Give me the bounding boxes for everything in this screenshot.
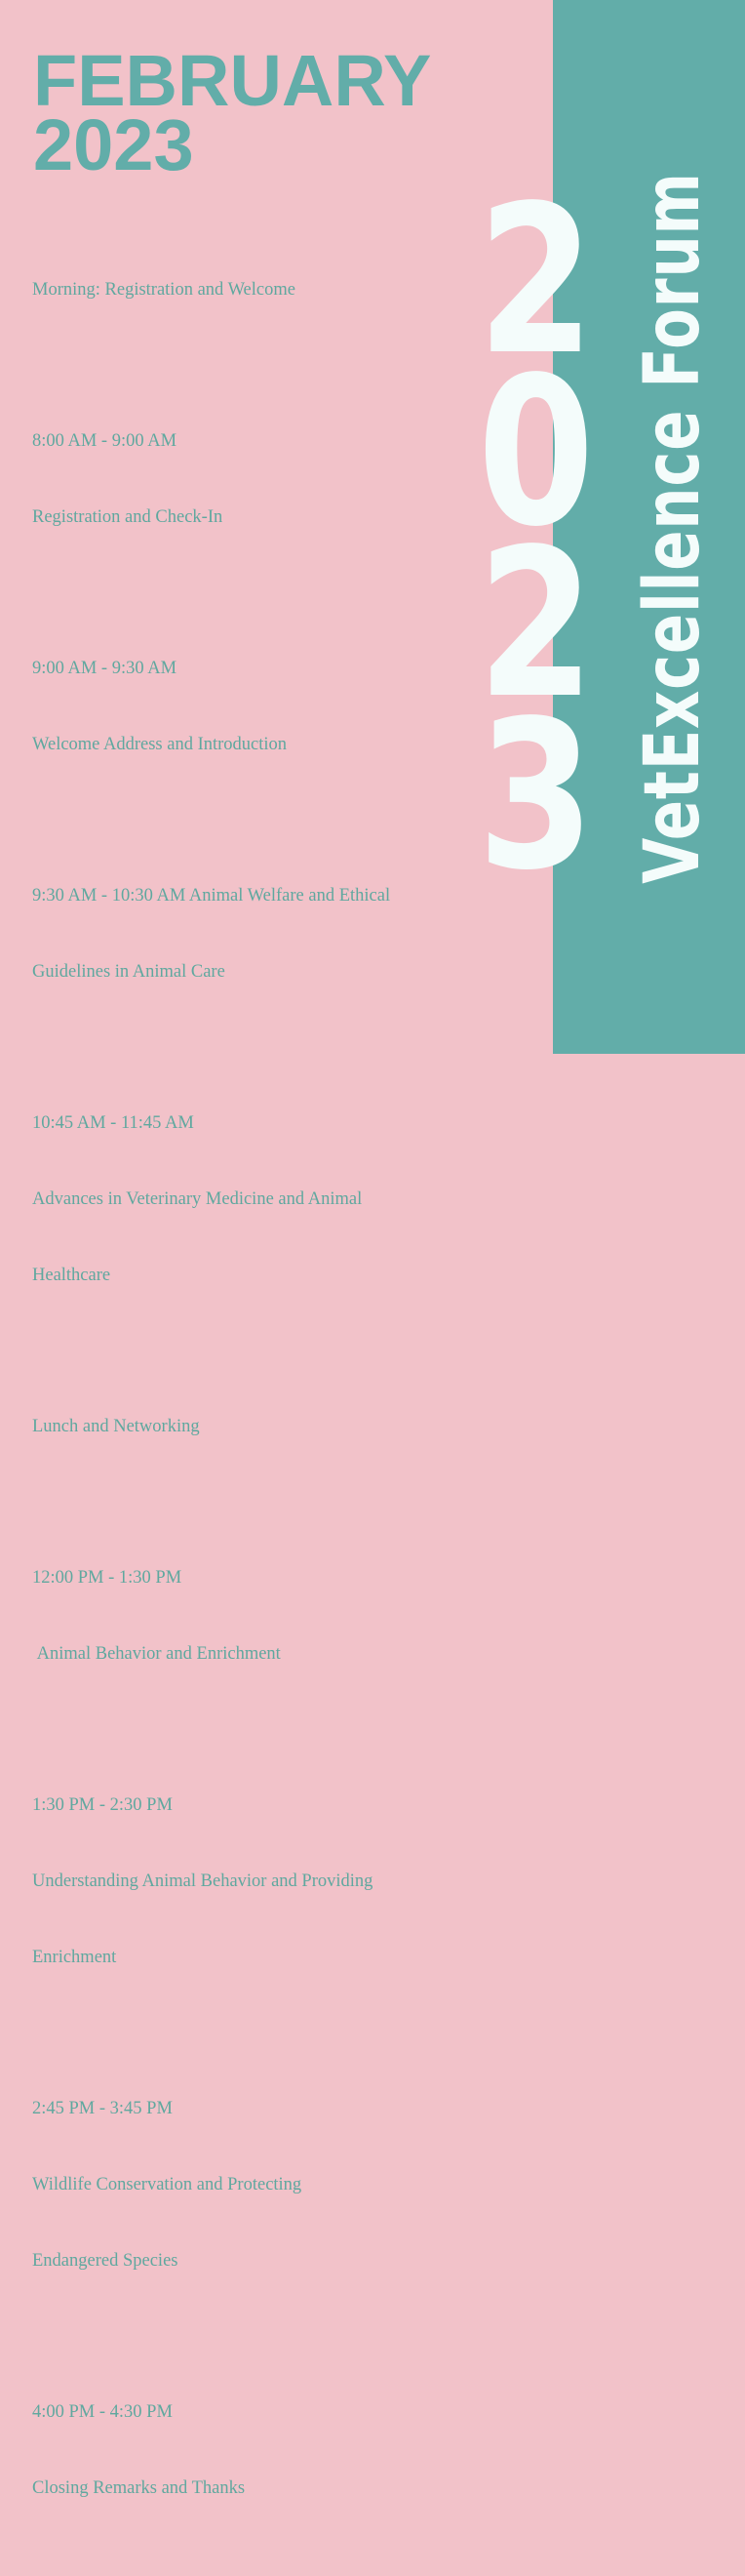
schedule-title: Understanding Animal Behavior and Providing: [32, 1872, 373, 1891]
schedule-item-animal-welfare: [32, 832, 461, 1035]
schedule-title-cont: Endangered Species: [32, 2251, 178, 2271]
schedule-title-cont: Enrichment: [32, 1948, 117, 1967]
event-title: [629, 71, 717, 984]
schedule-time: 1:30 PM - 2:30 PM: [32, 1795, 173, 1815]
schedule-item-understanding-behavior: [32, 1742, 461, 2021]
schedule-title: Registration and Check-In: [32, 507, 223, 527]
schedule-item-registration-welcome: [32, 226, 461, 353]
schedule-item-closing: [32, 2349, 461, 2552]
schedule-title: Wildlife Conservation and Protecting: [32, 2175, 302, 2194]
schedule-title-cont: Healthcare: [32, 1266, 111, 1285]
schedule-time-title: 9:30 AM - 10:30 AM Animal Welfare and Ethical: [32, 886, 391, 906]
schedule-title: Closing Remarks and Thanks: [32, 2478, 246, 2498]
schedule-title: Animal Behavior and Enrichment: [32, 1644, 281, 1664]
schedule-item-veterinary-advances: [32, 1060, 461, 1339]
event-title-text: VetExcellence Forum: [629, 172, 717, 884]
schedule-item-wildlife-conservation: [32, 2045, 461, 2324]
schedule-time: 12:00 PM - 1:30 PM: [32, 1568, 182, 1588]
month-label: FEBRUARY: [33, 40, 432, 121]
year-digit: 3: [477, 676, 595, 915]
schedule-title: Guidelines in Animal Care: [32, 962, 225, 982]
schedule-text: Morning: Registration and Welcome: [32, 280, 295, 300]
year-digit: 2: [477, 504, 595, 744]
schedule-time: 10:45 AM - 11:45 AM: [32, 1113, 194, 1133]
page-title: [33, 40, 432, 185]
schedule-item-welcome-address: [32, 605, 461, 808]
year-digit: 2: [477, 161, 595, 400]
schedule-list: [32, 226, 461, 2576]
schedule-title: Advances in Veterinary Medicine and Animal: [32, 1189, 363, 1209]
schedule-time: 4:00 PM - 4:30 PM: [32, 2402, 173, 2422]
schedule-time: 9:00 AM - 9:30 AM: [32, 659, 177, 678]
schedule-time: 2:45 PM - 3:45 PM: [32, 2099, 173, 2118]
year-label: 2023: [33, 104, 194, 185]
schedule-item-lunch: [32, 1363, 461, 1490]
schedule-item-check-in: [32, 378, 461, 581]
big-year-digits: [466, 161, 595, 915]
year-digit: 0: [477, 333, 595, 572]
schedule-time: 8:00 AM - 9:00 AM: [32, 431, 177, 451]
schedule-item-animal-behavior: [32, 1514, 461, 1717]
schedule-title: Welcome Address and Introduction: [32, 735, 288, 754]
schedule-text: Lunch and Networking: [32, 1417, 200, 1436]
